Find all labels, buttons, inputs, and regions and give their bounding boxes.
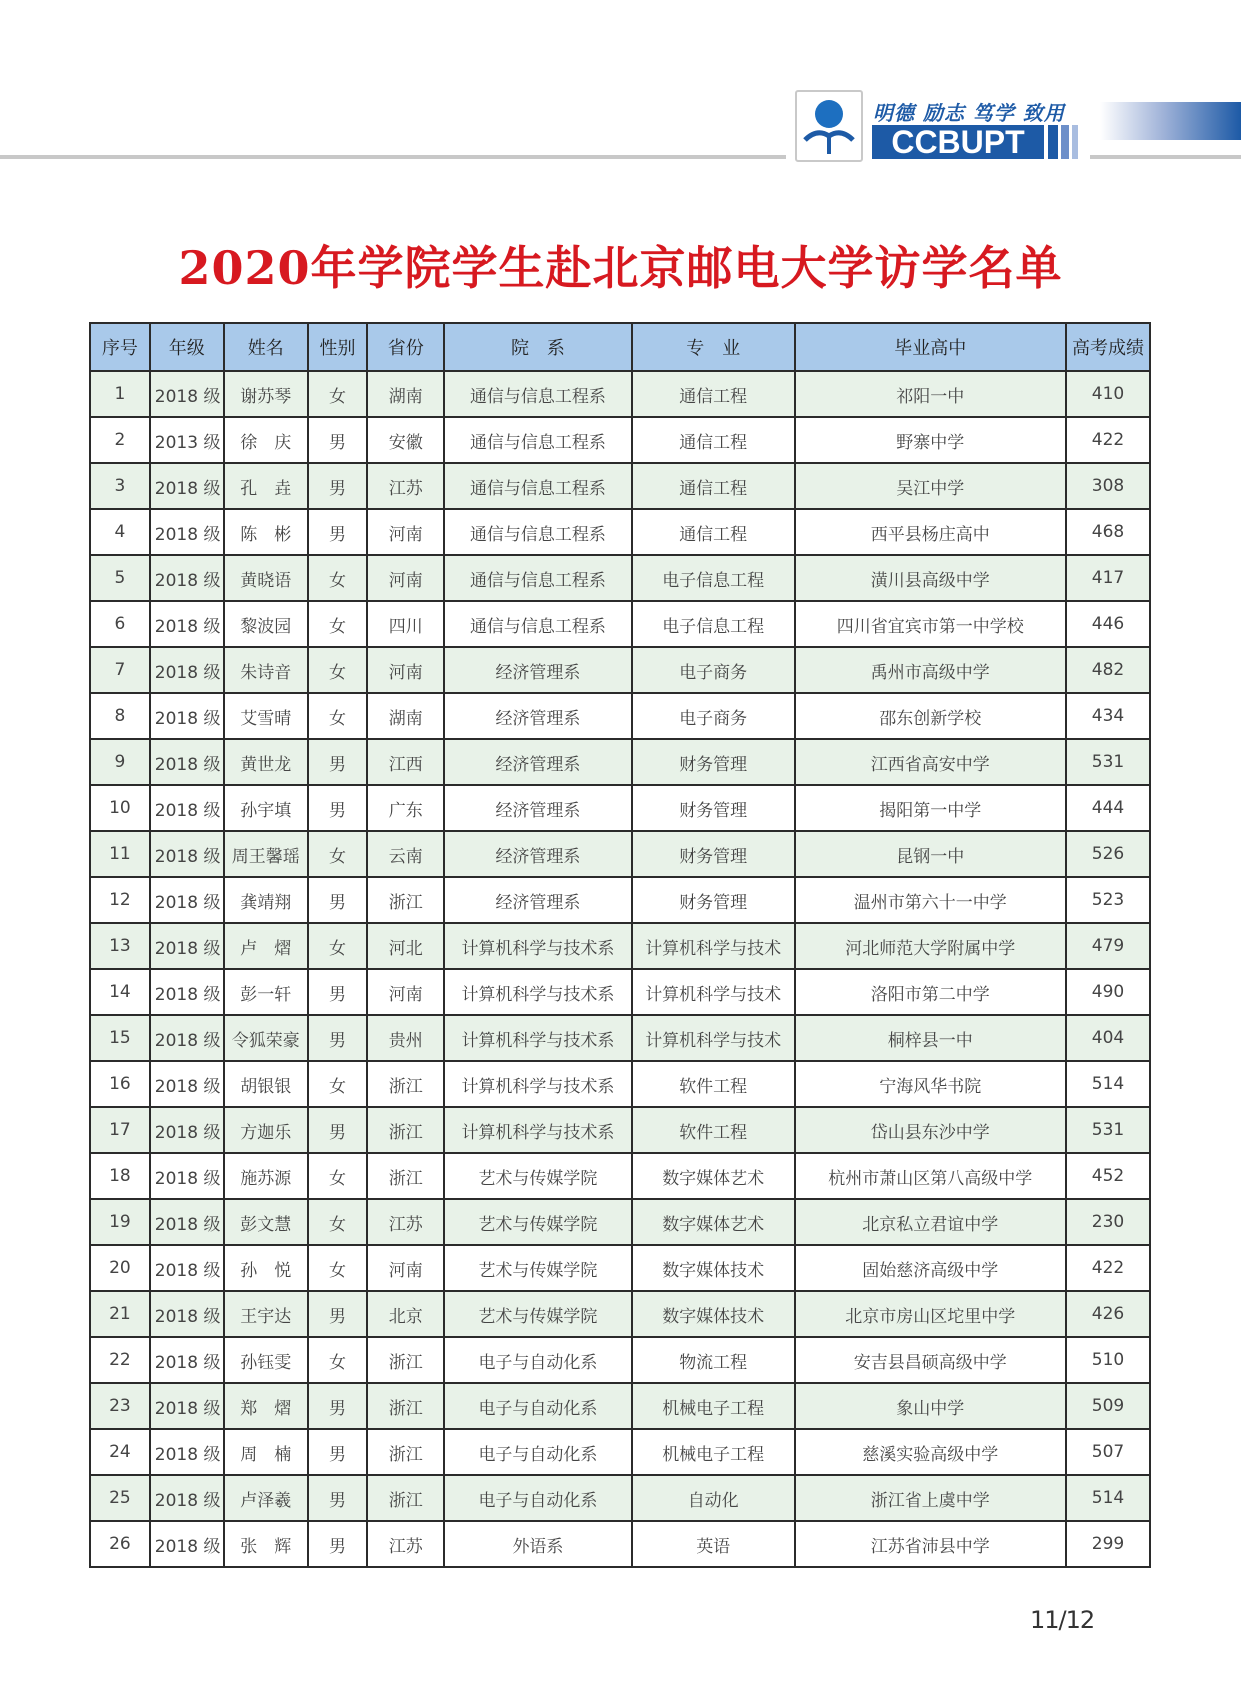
cell-name: 黄世龙	[224, 739, 308, 785]
cell-department: 经济管理系	[444, 831, 632, 877]
cell-province: 江苏	[367, 1521, 444, 1567]
student-roster-table	[89, 322, 1151, 1568]
cell-major: 计算机科学与技术	[632, 969, 795, 1015]
logo-emblem-icon	[801, 96, 857, 156]
cell-name: 孙宇填	[224, 785, 308, 831]
cell-gender: 男	[308, 785, 368, 831]
column-header: 毕业高中	[795, 323, 1066, 371]
cell-score: 308	[1066, 463, 1150, 509]
page-number: 11/12	[1030, 1606, 1095, 1634]
column-header: 专 业	[632, 323, 795, 371]
cell-name: 艾雪晴	[224, 693, 308, 739]
cell-gender: 女	[308, 1245, 368, 1291]
cell-high-school: 西平县杨庄高中	[795, 509, 1066, 555]
cell-score: 507	[1066, 1429, 1150, 1475]
cell-grade: 2018 级	[150, 785, 224, 831]
cell-department: 计算机科学与技术系	[444, 1061, 632, 1107]
header-rule-left	[0, 155, 786, 159]
brand-stripe-1	[1048, 125, 1058, 159]
cell-name: 令狐荣豪	[224, 1015, 308, 1061]
cell-department: 电子与自动化系	[444, 1337, 632, 1383]
cell-province: 河南	[367, 647, 444, 693]
cell-major: 通信工程	[632, 371, 795, 417]
cell-province: 北京	[367, 1291, 444, 1337]
cell-department: 经济管理系	[444, 693, 632, 739]
table-row	[90, 969, 1150, 1015]
column-header: 姓名	[224, 323, 308, 371]
cell-gender: 女	[308, 831, 368, 877]
cell-no: 24	[90, 1429, 150, 1475]
cell-major: 财务管理	[632, 785, 795, 831]
cell-gender: 女	[308, 371, 368, 417]
cell-high-school: 温州市第六十一中学	[795, 877, 1066, 923]
cell-department: 通信与信息工程系	[444, 417, 632, 463]
cell-name: 卢泽羲	[224, 1475, 308, 1521]
cell-score: 434	[1066, 693, 1150, 739]
cell-gender: 男	[308, 739, 368, 785]
cell-province: 江西	[367, 739, 444, 785]
cell-score: 509	[1066, 1383, 1150, 1429]
cell-major: 软件工程	[632, 1061, 795, 1107]
brand-wordmark: CCBUPT	[872, 125, 1044, 159]
cell-major: 通信工程	[632, 417, 795, 463]
cell-no: 22	[90, 1337, 150, 1383]
cell-province: 河南	[367, 1245, 444, 1291]
cell-no: 18	[90, 1153, 150, 1199]
cell-name: 周王馨瑶	[224, 831, 308, 877]
cell-department: 通信与信息工程系	[444, 555, 632, 601]
cell-no: 25	[90, 1475, 150, 1521]
brand-stripe-2	[1061, 125, 1069, 159]
cell-grade: 2013 级	[150, 417, 224, 463]
cell-department: 经济管理系	[444, 785, 632, 831]
cell-major: 财务管理	[632, 739, 795, 785]
cell-province: 云南	[367, 831, 444, 877]
table-row	[90, 463, 1150, 509]
cell-department: 计算机科学与技术系	[444, 1015, 632, 1061]
cell-province: 浙江	[367, 1337, 444, 1383]
cell-province: 河南	[367, 969, 444, 1015]
cell-name: 周 楠	[224, 1429, 308, 1475]
cell-gender: 男	[308, 1475, 368, 1521]
cell-name: 王宇达	[224, 1291, 308, 1337]
cell-province: 贵州	[367, 1015, 444, 1061]
cell-grade: 2018 级	[150, 1015, 224, 1061]
cell-no: 11	[90, 831, 150, 877]
cell-gender: 男	[308, 1429, 368, 1475]
cell-high-school: 江苏省沛县中学	[795, 1521, 1066, 1567]
cell-province: 河北	[367, 923, 444, 969]
cell-major: 电子信息工程	[632, 555, 795, 601]
cell-high-school: 河北师范大学附属中学	[795, 923, 1066, 969]
cell-major: 通信工程	[632, 509, 795, 555]
cell-high-school: 洛阳市第二中学	[795, 969, 1066, 1015]
cell-department: 外语系	[444, 1521, 632, 1567]
cell-no: 1	[90, 371, 150, 417]
table-row	[90, 1153, 1150, 1199]
cell-score: 514	[1066, 1475, 1150, 1521]
cell-major: 机械电子工程	[632, 1383, 795, 1429]
table-row	[90, 555, 1150, 601]
cell-high-school: 邵东创新学校	[795, 693, 1066, 739]
cell-high-school: 杭州市萧山区第八高级中学	[795, 1153, 1066, 1199]
header-rule-right	[1090, 155, 1241, 159]
cell-name: 黎波园	[224, 601, 308, 647]
cell-high-school: 岱山县东沙中学	[795, 1107, 1066, 1153]
cell-department: 计算机科学与技术系	[444, 1107, 632, 1153]
cell-grade: 2018 级	[150, 739, 224, 785]
cell-name: 朱诗音	[224, 647, 308, 693]
cell-province: 江苏	[367, 463, 444, 509]
cell-no: 19	[90, 1199, 150, 1245]
cell-major: 数字媒体技术	[632, 1291, 795, 1337]
column-header: 年级	[150, 323, 224, 371]
cell-no: 4	[90, 509, 150, 555]
table-row	[90, 785, 1150, 831]
cell-gender: 男	[308, 1383, 368, 1429]
cell-province: 湖南	[367, 693, 444, 739]
cell-grade: 2018 级	[150, 509, 224, 555]
cell-gender: 女	[308, 693, 368, 739]
cell-department: 计算机科学与技术系	[444, 923, 632, 969]
cell-high-school: 禹州市高级中学	[795, 647, 1066, 693]
cell-grade: 2018 级	[150, 463, 224, 509]
cell-score: 410	[1066, 371, 1150, 417]
cell-major: 机械电子工程	[632, 1429, 795, 1475]
cell-gender: 男	[308, 509, 368, 555]
cell-department: 经济管理系	[444, 647, 632, 693]
cell-province: 安徽	[367, 417, 444, 463]
cell-high-school: 祁阳一中	[795, 371, 1066, 417]
cell-grade: 2018 级	[150, 1383, 224, 1429]
cell-province: 湖南	[367, 371, 444, 417]
cell-high-school: 宁海风华书院	[795, 1061, 1066, 1107]
cell-department: 通信与信息工程系	[444, 463, 632, 509]
cell-gender: 女	[308, 647, 368, 693]
cell-high-school: 四川省宜宾市第一中学校	[795, 601, 1066, 647]
column-header: 高考成绩	[1066, 323, 1150, 371]
table-row	[90, 831, 1150, 877]
cell-score: 444	[1066, 785, 1150, 831]
table-row	[90, 923, 1150, 969]
table-row	[90, 1015, 1150, 1061]
cell-no: 15	[90, 1015, 150, 1061]
cell-grade: 2018 级	[150, 555, 224, 601]
cell-score: 482	[1066, 647, 1150, 693]
cell-score: 514	[1066, 1061, 1150, 1107]
table-row	[90, 1383, 1150, 1429]
cell-no: 23	[90, 1383, 150, 1429]
cell-high-school: 吴江中学	[795, 463, 1066, 509]
cell-no: 9	[90, 739, 150, 785]
cell-grade: 2018 级	[150, 1475, 224, 1521]
table-row	[90, 647, 1150, 693]
cell-grade: 2018 级	[150, 1199, 224, 1245]
cell-score: 452	[1066, 1153, 1150, 1199]
cell-grade: 2018 级	[150, 969, 224, 1015]
cell-department: 艺术与传媒学院	[444, 1291, 632, 1337]
cell-name: 彭一轩	[224, 969, 308, 1015]
cell-gender: 男	[308, 1521, 368, 1567]
cell-department: 电子与自动化系	[444, 1383, 632, 1429]
cell-no: 8	[90, 693, 150, 739]
cell-grade: 2018 级	[150, 831, 224, 877]
cell-grade: 2018 级	[150, 1337, 224, 1383]
cell-gender: 女	[308, 1337, 368, 1383]
cell-department: 电子与自动化系	[444, 1475, 632, 1521]
cell-gender: 女	[308, 1153, 368, 1199]
cell-province: 广东	[367, 785, 444, 831]
cell-name: 郑 熠	[224, 1383, 308, 1429]
cell-no: 21	[90, 1291, 150, 1337]
cell-gender: 女	[308, 923, 368, 969]
cell-major: 电子信息工程	[632, 601, 795, 647]
cell-gender: 男	[308, 463, 368, 509]
cell-score: 299	[1066, 1521, 1150, 1567]
cell-name: 卢 熠	[224, 923, 308, 969]
cell-no: 26	[90, 1521, 150, 1567]
cell-high-school: 安吉县昌硕高级中学	[795, 1337, 1066, 1383]
cell-major: 软件工程	[632, 1107, 795, 1153]
table-row	[90, 417, 1150, 463]
cell-name: 陈 彬	[224, 509, 308, 555]
table-row	[90, 509, 1150, 555]
cell-major: 电子商务	[632, 647, 795, 693]
cell-no: 6	[90, 601, 150, 647]
cell-no: 10	[90, 785, 150, 831]
cell-major: 计算机科学与技术	[632, 1015, 795, 1061]
cell-name: 谢苏琴	[224, 371, 308, 417]
cell-grade: 2018 级	[150, 1107, 224, 1153]
cell-name: 黄晓语	[224, 555, 308, 601]
cell-department: 通信与信息工程系	[444, 601, 632, 647]
cell-major: 自动化	[632, 1475, 795, 1521]
cell-name: 龚靖翔	[224, 877, 308, 923]
cell-gender: 女	[308, 1061, 368, 1107]
cell-province: 浙江	[367, 1383, 444, 1429]
cell-no: 3	[90, 463, 150, 509]
cell-high-school: 北京私立君谊中学	[795, 1199, 1066, 1245]
column-header: 序号	[90, 323, 150, 371]
cell-gender: 女	[308, 1199, 368, 1245]
cell-score: 404	[1066, 1015, 1150, 1061]
cell-province: 浙江	[367, 1475, 444, 1521]
cell-province: 四川	[367, 601, 444, 647]
table-row	[90, 1199, 1150, 1245]
cell-grade: 2018 级	[150, 1153, 224, 1199]
cell-gender: 男	[308, 877, 368, 923]
cell-high-school: 北京市房山区坨里中学	[795, 1291, 1066, 1337]
school-logo	[795, 90, 863, 162]
cell-no: 5	[90, 555, 150, 601]
cell-province: 河南	[367, 555, 444, 601]
table-row	[90, 1061, 1150, 1107]
table-row	[90, 1245, 1150, 1291]
cell-no: 16	[90, 1061, 150, 1107]
page-title: 2020年学院学生赴北京邮电大学访学名单	[178, 241, 1063, 295]
cell-score: 422	[1066, 417, 1150, 463]
table-row	[90, 1291, 1150, 1337]
header-gradient-bar	[1100, 102, 1241, 140]
cell-department: 经济管理系	[444, 877, 632, 923]
cell-major: 数字媒体艺术	[632, 1199, 795, 1245]
cell-major: 财务管理	[632, 877, 795, 923]
cell-high-school: 浙江省上虞中学	[795, 1475, 1066, 1521]
cell-score: 490	[1066, 969, 1150, 1015]
table-row	[90, 877, 1150, 923]
cell-score: 531	[1066, 1107, 1150, 1153]
cell-score: 531	[1066, 739, 1150, 785]
cell-major: 英语	[632, 1521, 795, 1567]
cell-province: 浙江	[367, 1429, 444, 1475]
cell-department: 电子与自动化系	[444, 1429, 632, 1475]
cell-department: 通信与信息工程系	[444, 371, 632, 417]
cell-no: 20	[90, 1245, 150, 1291]
school-motto: 明德 励志 笃学 致用	[873, 101, 1065, 125]
cell-name: 孙钰雯	[224, 1337, 308, 1383]
cell-grade: 2018 级	[150, 1245, 224, 1291]
table-row	[90, 1429, 1150, 1475]
cell-name: 张 辉	[224, 1521, 308, 1567]
cell-no: 7	[90, 647, 150, 693]
cell-score: 468	[1066, 509, 1150, 555]
cell-grade: 2018 级	[150, 923, 224, 969]
cell-major: 数字媒体艺术	[632, 1153, 795, 1199]
cell-province: 浙江	[367, 1061, 444, 1107]
cell-high-school: 揭阳第一中学	[795, 785, 1066, 831]
cell-name: 徐 庆	[224, 417, 308, 463]
column-header: 院 系	[444, 323, 632, 371]
cell-name: 施苏源	[224, 1153, 308, 1199]
cell-high-school: 象山中学	[795, 1383, 1066, 1429]
cell-score: 523	[1066, 877, 1150, 923]
cell-name: 孙 悦	[224, 1245, 308, 1291]
cell-name: 彭文慧	[224, 1199, 308, 1245]
table-row	[90, 1521, 1150, 1567]
cell-score: 426	[1066, 1291, 1150, 1337]
cell-major: 计算机科学与技术	[632, 923, 795, 969]
cell-gender: 男	[308, 1291, 368, 1337]
cell-high-school: 固始慈济高级中学	[795, 1245, 1066, 1291]
cell-gender: 女	[308, 555, 368, 601]
cell-gender: 男	[308, 969, 368, 1015]
cell-grade: 2018 级	[150, 1061, 224, 1107]
column-header: 省份	[367, 323, 444, 371]
cell-score: 446	[1066, 601, 1150, 647]
cell-department: 计算机科学与技术系	[444, 969, 632, 1015]
table-row	[90, 1475, 1150, 1521]
table-row	[90, 693, 1150, 739]
cell-grade: 2018 级	[150, 1521, 224, 1567]
cell-grade: 2018 级	[150, 877, 224, 923]
cell-name: 孔 垚	[224, 463, 308, 509]
cell-department: 艺术与传媒学院	[444, 1245, 632, 1291]
cell-grade: 2018 级	[150, 1429, 224, 1475]
cell-major: 物流工程	[632, 1337, 795, 1383]
cell-department: 经济管理系	[444, 739, 632, 785]
cell-high-school: 潢川县高级中学	[795, 555, 1066, 601]
cell-province: 浙江	[367, 877, 444, 923]
cell-major: 数字媒体技术	[632, 1245, 795, 1291]
cell-major: 财务管理	[632, 831, 795, 877]
cell-score: 479	[1066, 923, 1150, 969]
cell-score: 526	[1066, 831, 1150, 877]
cell-department: 通信与信息工程系	[444, 509, 632, 555]
cell-high-school: 野寨中学	[795, 417, 1066, 463]
table-row	[90, 1107, 1150, 1153]
table-row	[90, 371, 1150, 417]
cell-gender: 男	[308, 1107, 368, 1153]
cell-gender: 男	[308, 417, 368, 463]
cell-province: 河南	[367, 509, 444, 555]
cell-no: 13	[90, 923, 150, 969]
cell-grade: 2018 级	[150, 371, 224, 417]
cell-high-school: 江西省高安中学	[795, 739, 1066, 785]
cell-gender: 男	[308, 1015, 368, 1061]
cell-high-school: 桐梓县一中	[795, 1015, 1066, 1061]
cell-grade: 2018 级	[150, 693, 224, 739]
brand-stripe-3	[1072, 125, 1078, 159]
cell-high-school: 慈溪实验高级中学	[795, 1429, 1066, 1475]
cell-department: 艺术与传媒学院	[444, 1153, 632, 1199]
table-row	[90, 739, 1150, 785]
cell-no: 2	[90, 417, 150, 463]
cell-grade: 2018 级	[150, 647, 224, 693]
cell-gender: 女	[308, 601, 368, 647]
cell-score: 510	[1066, 1337, 1150, 1383]
column-header: 性别	[308, 323, 368, 371]
cell-major: 电子商务	[632, 693, 795, 739]
cell-no: 14	[90, 969, 150, 1015]
cell-no: 17	[90, 1107, 150, 1153]
cell-name: 胡银银	[224, 1061, 308, 1107]
cell-grade: 2018 级	[150, 1291, 224, 1337]
cell-score: 230	[1066, 1199, 1150, 1245]
cell-province: 浙江	[367, 1153, 444, 1199]
table-row	[90, 1337, 1150, 1383]
cell-province: 浙江	[367, 1107, 444, 1153]
cell-grade: 2018 级	[150, 601, 224, 647]
cell-score: 417	[1066, 555, 1150, 601]
cell-no: 12	[90, 877, 150, 923]
cell-name: 方迦乐	[224, 1107, 308, 1153]
cell-high-school: 昆钢一中	[795, 831, 1066, 877]
cell-major: 通信工程	[632, 463, 795, 509]
cell-score: 422	[1066, 1245, 1150, 1291]
cell-department: 艺术与传媒学院	[444, 1199, 632, 1245]
cell-province: 江苏	[367, 1199, 444, 1245]
table-header-row	[90, 323, 1150, 371]
table-row	[90, 601, 1150, 647]
